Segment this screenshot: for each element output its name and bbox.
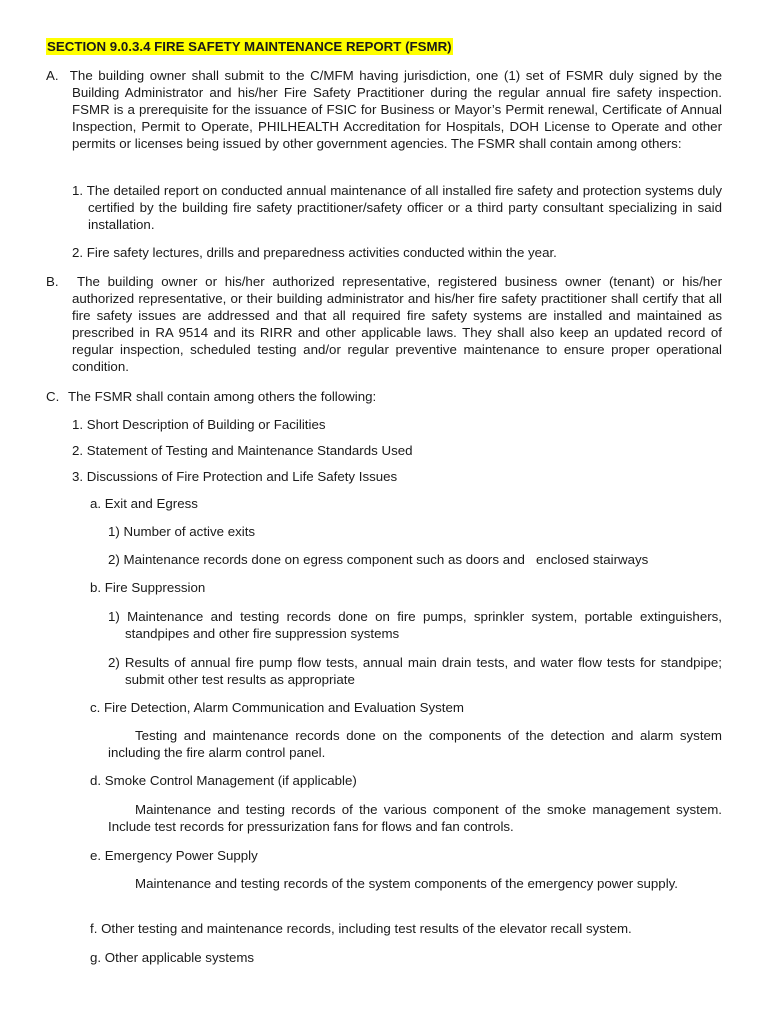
item-text: Fire safety lectures, drills and preparedness activities conducted within the year.	[86, 245, 557, 260]
section-b-text: The building owner or his/her authorized representative, registered business owner (tenant) or his/her authorized representative, or their building administrator and his/her fire safety practitioner shall certify that all fire safety issues are addressed and that all required fire safety systems are installed and maintained as prescribed in RA 9514 and its RIRR and other applicable laws. They shall also keep an updated record of regular inspection, scheduled testing and/or regular preventive maintenance to ensure proper operational condition.	[72, 274, 722, 374]
section-a	[46, 67, 722, 152]
section-title: SECTION 9.0.3.4 FIRE SAFETY MAINTENANCE REPORT (FSMR)	[47, 39, 452, 54]
subsection-c-text: Testing and maintenance records done on the components of the detection and alarm system including the fire alarm control panel.	[108, 728, 722, 760]
subsection-a-heading: a. Exit and Egress	[90, 496, 198, 511]
subsection-g-text: g. Other applicable systems	[90, 950, 255, 965]
section-a-text: The building owner shall submit to the C/MFM having jurisdiction, one (1) set of FSMR duly signed by the Building Administrator and his/her Fire Safety Practitioner during the regular annual fire safety inspection. FSMR is a prerequisite for the issuance of FSIC for Business or Mayor’s Permit renewal, Certificate of Annual Inspection, Permit to Operate, PHILHEALTH Accreditation for Hospitals, DOH License to Operate and other permits or licenses being issued by other government agencies. The FSMR shall contain among others:	[69, 68, 723, 151]
subsection-d-heading: d. Smoke Control Management (if applicable)	[90, 773, 357, 788]
section-c-item-3: 3. Discussions of Fire Protection and Life Safety Issues	[72, 469, 398, 484]
section-c-intro: The FSMR shall contain among others the following:	[68, 389, 377, 404]
subsection-b-heading: b. Fire Suppression	[90, 580, 206, 595]
section-a-item-2	[72, 244, 722, 261]
section-c-item-1: 1. Short Description of Building or Facilities	[72, 417, 326, 432]
subsection-c-heading: c. Fire Detection, Alarm Communication and Evaluation System	[90, 700, 464, 715]
subsection-f-text: f. Other testing and maintenance records, including test results of the elevator recall system.	[90, 921, 632, 936]
subsection-e-text: Maintenance and testing records of the system components of the emergency power supply.	[135, 876, 679, 891]
item-number: 1.	[72, 183, 84, 198]
item-text: The detailed report on conducted annual maintenance of all installed fire safety and protection systems duly certified by the building fire safety practitioner/safety officer or a third party consultant specializing in said installation.	[86, 183, 722, 232]
section-c-item-2: 2. Statement of Testing and Maintenance Standards Used	[72, 443, 413, 458]
section-a-label: A.	[46, 68, 59, 83]
subsection-b-item-2: 2) Results of annual fire pump flow tests, annual main drain tests, and water flow tests for standpipe; submit other test results as appropriate	[108, 655, 722, 687]
subsection-d-text: Maintenance and testing records of the various component of the smoke management system. Include test records for pressurization fans for flows and fan controls.	[108, 802, 722, 834]
subsection-e-heading: e. Emergency Power Supply	[90, 848, 258, 863]
subsection-a-item-1: 1) Number of active exits	[108, 524, 256, 539]
subsection-a-item-2: 2) Maintenance records done on egress component such as doors and enclosed stairways	[108, 552, 649, 567]
item-number: 2.	[72, 245, 84, 260]
section-a-item-1	[72, 182, 722, 233]
section-b-label: B.	[46, 274, 59, 289]
section-c-label: C.	[46, 389, 60, 404]
subsection-b-item-1: 1) Maintenance and testing records done on fire pumps, sprinkler system, portable extinguishers, standpipes and other fire suppression systems	[108, 609, 722, 641]
